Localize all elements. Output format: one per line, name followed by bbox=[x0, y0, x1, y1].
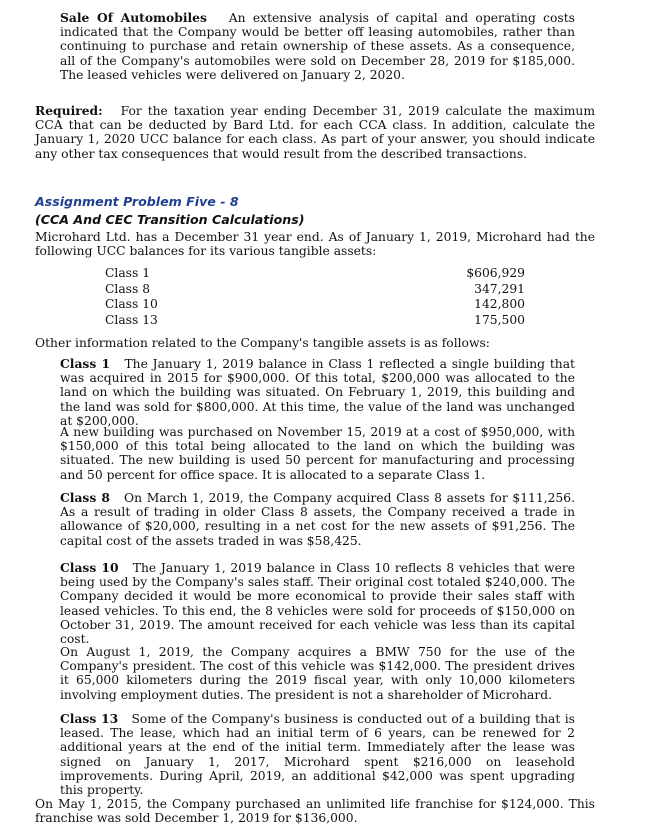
assignment-title: Assignment Problem Five - 8 bbox=[35, 194, 239, 209]
ucc-amount: 142,800 bbox=[474, 297, 525, 312]
class10-text: The January 1, 2019 balance in Class 10 reflects 8 vehicles that were being used by the Company's sales staff. Their original cost totaled $240,000. The Company decided it would be more economical to provide their sales staff with leased vehicles. To this end, the 8 vehicles were sold for proceeds of $150,000 on October 31, 2019. The amount received for each vehicle was less than its capital cost. bbox=[60, 561, 576, 647]
assignment-subtitle: (CCA And CEC Transition Calculations) bbox=[35, 212, 305, 227]
class13-label: Class 13 bbox=[60, 711, 119, 726]
sale-of-automobiles-heading: Sale Of Automobiles bbox=[60, 10, 207, 25]
ucc-class-label: Class 13 bbox=[105, 313, 158, 328]
required-text: For the taxation year ending December 31, 2019 calculate the maximum CCA that can be deducted by Bard Ltd. for each CCA class. In addition, calculate the January 1, 2020 UCC balance for each class. As part of your answer, you should indicate any other tax consequences that would result from the described transactions. bbox=[35, 104, 595, 161]
ucc-class-label: Class 10 bbox=[105, 297, 158, 312]
other-info-text: Other information related to the Company's tangible assets is as follows: bbox=[35, 336, 490, 350]
class1-paragraph bbox=[60, 357, 575, 428]
ucc-amount: $606,929 bbox=[466, 266, 525, 280]
franchise-paragraph: On May 1, 2015, the Company purchased an unlimited life franchise for $124,000. This franchise was sold December 1, 2019 for $136,000. bbox=[35, 797, 595, 826]
assignment-intro: Microhard Ltd. has a December 31 year end. As of January 1, 2019, Microhard had the following UCC balances for its various tangible assets: bbox=[35, 230, 595, 259]
sale-of-automobiles-text: An extensive analysis of capital and operating costs indicated that the Company would be better off leasing automobiles, rather than continuing to purchase and retain ownership of these assets. As a consequence, all of the Company's automobiles were sold on December 28, 2019 for $185,000. The leased vehicles were delivered on January 2, 2020. bbox=[60, 11, 575, 82]
required-label: Required: bbox=[35, 103, 103, 118]
class8-label: Class 8 bbox=[60, 490, 110, 505]
class1-second-paragraph: A new building was purchased on November 15, 2019 at a cost of $950,000, with $150,000 of this total being allocated to the land on which the building was situated. The new building is used 50 percent for manufacturing and processing and 50 percent for office space. It is allocated to a separate Class 1. bbox=[60, 425, 575, 482]
class1-label: Class 1 bbox=[60, 356, 111, 371]
sale-of-automobiles-paragraph bbox=[60, 11, 575, 82]
required-paragraph bbox=[35, 104, 595, 161]
ucc-amount: 347,291 bbox=[474, 281, 525, 296]
ucc-balances-table bbox=[105, 266, 525, 329]
ucc-class-label: Class 8 bbox=[105, 281, 151, 296]
ucc-amount: 175,500 bbox=[474, 313, 525, 328]
table-row bbox=[105, 282, 525, 298]
class8-text: On March 1, 2019, the Company acquired Class 8 assets for $111,256. As a result of trading in older Class 8 assets, the Company received a trade in allowance of $20,000, resulting in a net cost for the new assets of $91,256. The capital cost of the assets traded in was $58,425. bbox=[60, 491, 575, 548]
class10-paragraph bbox=[60, 561, 575, 646]
class13-paragraph bbox=[60, 712, 575, 797]
table-row bbox=[105, 297, 525, 313]
table-row bbox=[105, 266, 525, 282]
class13-text: Some of the Company's business is conducted out of a building that is leased. The lease, which had an initial term of 6 years, can be renewed for 2 additional years at the end of the initial term. Immediately after the lease was signed on January 1, 2017, Microhard spent $216,000 on leasehold improvements. During April, 2019, an additional $42,000 was spent upgrading this property. bbox=[60, 712, 575, 798]
table-row bbox=[105, 313, 525, 329]
ucc-class-label: Class 1 bbox=[105, 266, 151, 280]
class10-second-paragraph: On August 1, 2019, the Company acquires a BMW 750 for the use of the Company's president. The cost of this vehicle was $142,000. The president drives it 65,000 kilometers during the 2019 fiscal year, with only 10,000 kilometers involving employment duties. The president is not a shareholder of Microhard. bbox=[60, 645, 575, 702]
class1-text: The January 1, 2019 balance in Class 1 reflected a single building that was acquired in 2015 for $900,000. Of this total, $200,000 was allocated to the land on which the building was situated. On February 1, 2019, this building and the land was sold for $800,000. At this time, the value of the land was unchanged at $200,000. bbox=[60, 357, 575, 428]
class8-paragraph bbox=[60, 491, 575, 548]
class10-label: Class 10 bbox=[60, 560, 119, 575]
